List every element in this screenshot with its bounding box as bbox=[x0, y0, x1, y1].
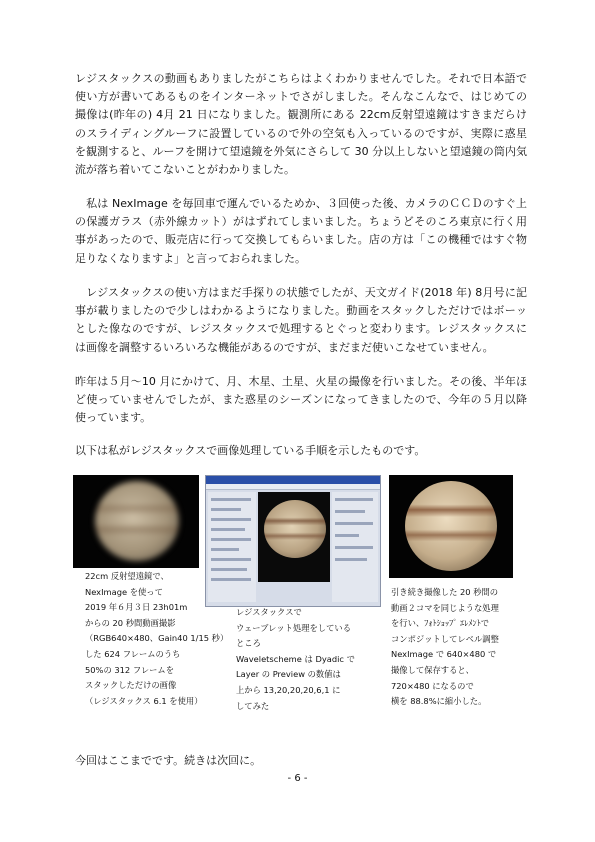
text-line: 使い方が書いてあるものをインターネットでさがしました。そんなこんなで、はじめての bbox=[75, 90, 527, 104]
jupiter-stacked-photo bbox=[73, 475, 199, 568]
text-line: 私は NexImage を毎回車で運んでいるためか、３回使った後、カメラのＣＣＤのすぐ上 bbox=[75, 197, 527, 210]
text-line: レジスタックスの動画もありましたがこちらはよくわかりませんでした。それで日本語で bbox=[75, 72, 527, 85]
caption-line: 50%の 312 フレームを bbox=[85, 664, 175, 675]
text-line: 今回はここまでです。続きは次回に。 bbox=[75, 754, 262, 767]
jupiter-disk bbox=[405, 481, 497, 571]
text-line: 事が載りましたので少しはわかるようになりました。動画をスタックしただけではボーッ bbox=[75, 304, 527, 318]
caption-line: した 624 フレームのうち bbox=[85, 648, 181, 659]
caption-line: Waveletscheme は Dyadic で bbox=[236, 653, 355, 664]
text-line: とした像なのですが、レジスタックスで処理するとぐっと変わります。レジスタックスに bbox=[75, 322, 527, 336]
caption-line: 横を 88.8%に縮小した。 bbox=[391, 696, 487, 707]
jupiter-disk bbox=[95, 481, 179, 561]
text-line: ど使っていませんでしたが、また惑星のシーズンになってきましたので、今年の５月以降 bbox=[75, 393, 527, 407]
caption-line: からの 20 秒間動画撮影 bbox=[85, 617, 176, 628]
caption-line: NexImage を使って bbox=[85, 586, 163, 597]
text-line: を観測すると、ルーフを開けて望遠鏡を外気にさらして 30 分以上しないと望遠鏡の筒内気 bbox=[75, 144, 527, 158]
caption-line: してみた bbox=[236, 700, 270, 711]
caption-line: を行い、ﾌｫﾄｼｮｯﾌﾟ ｴﾚﾒﾝﾄで bbox=[391, 618, 490, 629]
window-menubar bbox=[206, 484, 380, 490]
text-line: 使っています。 bbox=[75, 411, 152, 425]
caption-line: ウェーブレット処理をしている bbox=[236, 622, 351, 633]
caption-line: （RGB640×480、Gain40 1/15 秒） bbox=[85, 633, 229, 644]
registax-screenshot bbox=[205, 475, 381, 607]
caption-line: レジスタックスで bbox=[236, 607, 302, 617]
preview-area bbox=[258, 492, 330, 582]
jupiter-composite-photo bbox=[389, 475, 513, 578]
text-line: レジスタックスの使い方はまだ手探りの状態でしたが、天文ガイド(2018 年) 8月号に記 bbox=[75, 286, 527, 299]
settings-panel bbox=[332, 492, 378, 602]
caption-line: 撮像して保存すると、 bbox=[391, 664, 474, 675]
text-line: のスライディングルーフに設置しているので外の空気も入っているのですが、実際に惑星 bbox=[75, 126, 527, 140]
text-line: 昨年は５月～10 月にかけて、月、木星、土星、火星の撮像を行いました。その後、半年ほ bbox=[75, 375, 527, 388]
text-line: は画像を調整するいろいろな機能があるのですが、まだまだ使いこなせていません。 bbox=[75, 340, 494, 354]
text-line: 以下は私がレジスタックスで画像処理している手順を示したものです。 bbox=[75, 444, 426, 457]
caption-middle bbox=[236, 605, 355, 714]
caption-line: Layer の Preview の数値は bbox=[236, 669, 341, 680]
closing-text bbox=[75, 752, 527, 770]
caption-right bbox=[391, 585, 499, 710]
page-number: - 6 - bbox=[287, 773, 308, 784]
caption-line: 22cm 反射望遠鏡で、 bbox=[85, 571, 169, 581]
text-line: の保護ガラス（赤外線カット）がはずれてしまいました。ちょうどそのころ東京に行く用 bbox=[75, 215, 527, 229]
window-titlebar bbox=[206, 476, 380, 484]
caption-line: NexImage で 640×480 で bbox=[391, 649, 497, 660]
caption-line: コンポジットしてレベル調整 bbox=[391, 633, 499, 644]
caption-line: 720×480 になるので bbox=[391, 680, 474, 691]
text-line: 流が落ち着いてこないことがわかりました。 bbox=[75, 163, 295, 177]
caption-line: ところ bbox=[236, 638, 261, 649]
paragraph-2 bbox=[75, 195, 527, 268]
caption-line: 引き続き撮像した 20 秒間の bbox=[391, 587, 499, 597]
text-line: 事があったので、販売店に行って交換してもらいました。店の方は「この機種ではすぐ物 bbox=[75, 233, 527, 247]
caption-line: 2019 年６月３日 23h01m bbox=[85, 602, 188, 613]
paragraph-3 bbox=[75, 284, 527, 357]
text-line: 撮像は(昨年の) 4月 21 日になりました。観測所にある 22cm反射望遠鏡はすきまだらけ bbox=[75, 108, 527, 122]
text-line: 足りなくなりますよ」と言っておられました。 bbox=[75, 251, 306, 265]
caption-line: （レジスタックス 6.1 を使用） bbox=[85, 695, 203, 706]
caption-line: 動画２コマを同じような処理 bbox=[391, 602, 499, 613]
caption-line: スタックしただけの画像 bbox=[85, 680, 177, 691]
jupiter-preview bbox=[264, 500, 326, 558]
paragraph-5 bbox=[75, 442, 527, 460]
caption-left bbox=[85, 569, 228, 709]
paragraph-4 bbox=[75, 373, 527, 428]
paragraph-1 bbox=[75, 70, 527, 179]
caption-line: 上から 13,20,20,20,6,1 に bbox=[236, 684, 341, 695]
